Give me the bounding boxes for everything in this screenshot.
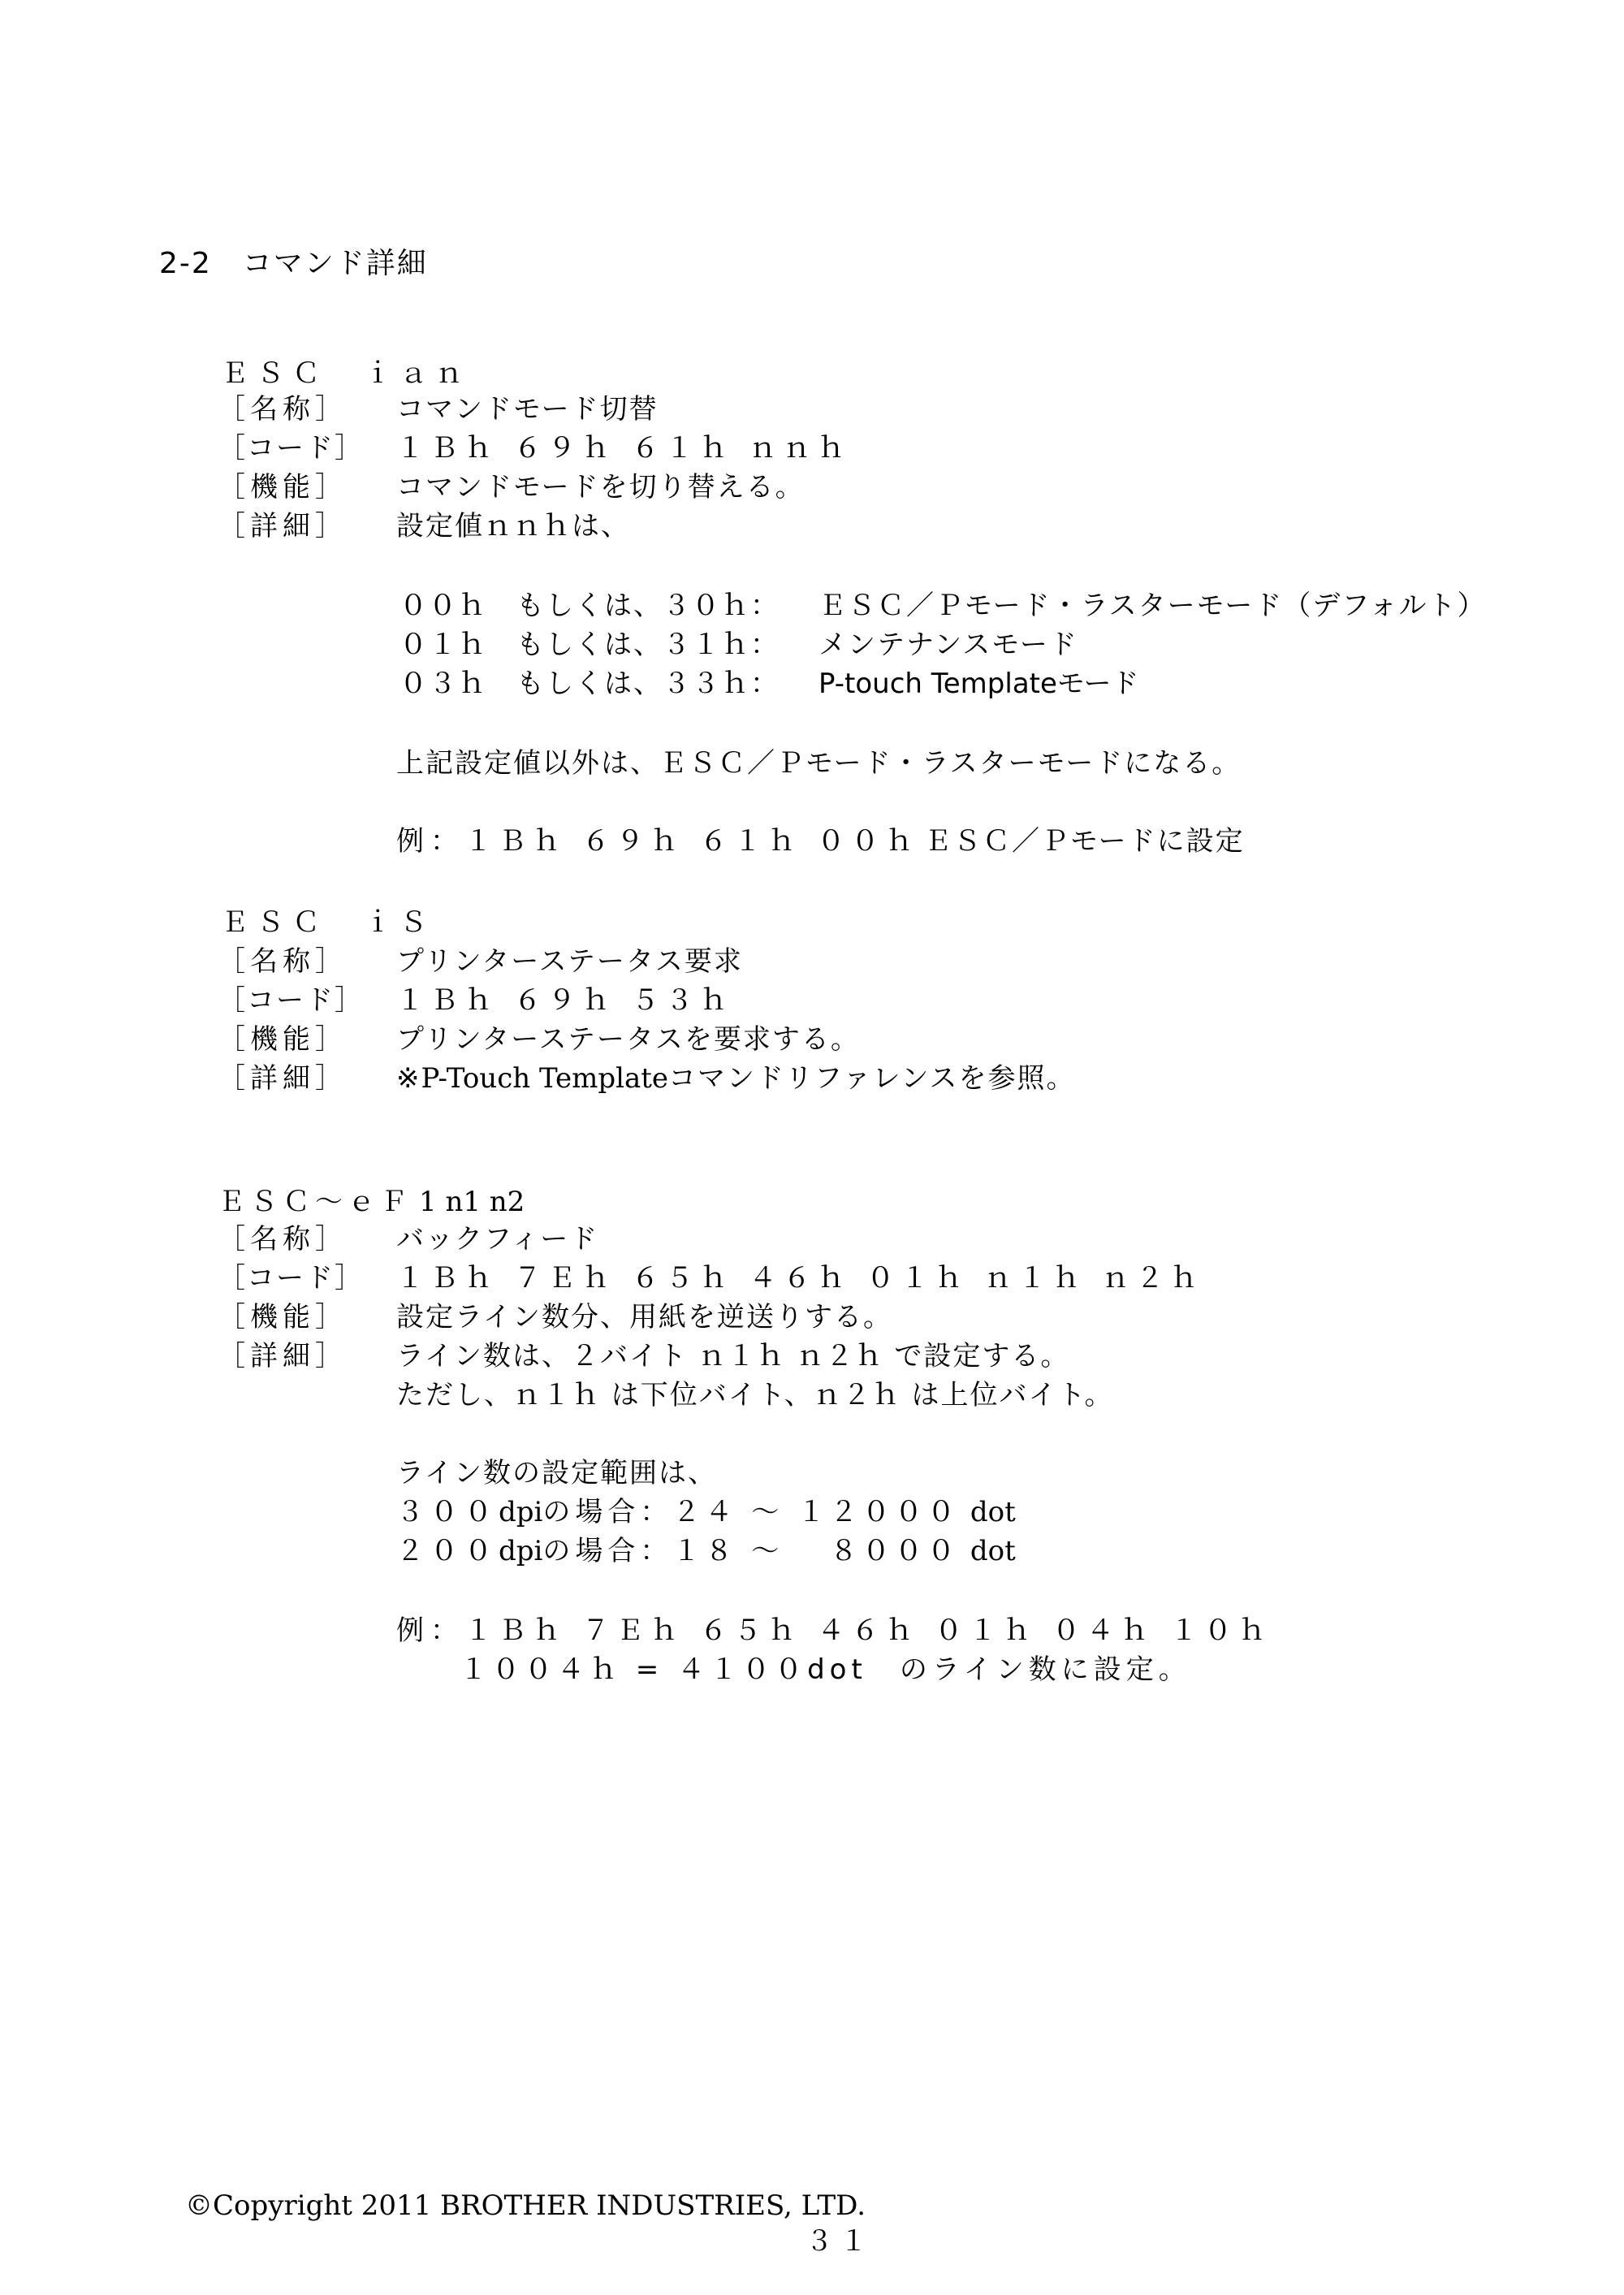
dpi-number: ３００ [396,1496,499,1528]
detail-note: 上記設定値以外は、ＥＳＣ／Ｐモード・ラスターモードになる。 [396,747,1242,780]
detail-rest: コマンドリファレンスを参照。 [668,1062,1076,1095]
example-line: 例：１Ｂｈ ７Ｅｈ ６５ｈ ４６ｈ ０１ｈ ０４ｈ １０ｈ [396,1614,1272,1647]
example-code: 例：１Ｂｈ ６９ｈ ６１ｈ ００ｈ [396,825,920,858]
detail-label: ［詳細］ [218,510,348,542]
dpi-unit: dpi [499,1496,543,1528]
range-text: の場合：１８ ～ ８０００ [542,1535,961,1567]
option-code: ０１ｈ もしくは、３１ｈ： [400,629,780,661]
option-desc: メンテナンスモード [818,629,1078,661]
option-code: ０３ｈ もしくは、３３ｈ： [400,668,780,700]
function-label: ［機能］ [218,1301,348,1333]
command-name: プリンターステータス要求 [396,945,743,978]
detail-line: ライン数は、２バイト ｎ１ｈ ｎ２ｈ で設定する。 [396,1340,1070,1372]
code-label: ［コード］ [218,432,364,465]
option-code: ００ｈ もしくは、３０ｈ： [400,590,780,622]
detail-label: ［詳細］ [218,1340,348,1372]
range-unit: dot [970,1535,1016,1567]
command-name: バックフィード [396,1223,599,1256]
name-label: ［名称］ [218,393,348,426]
range-unit: dot [970,1496,1016,1528]
command-code: １Ｂｈ ７Ｅｈ ６５ｈ ４６ｈ ０１ｈ ｎ１ｈ ｎ２ｈ [396,1262,1204,1294]
command-name: コマンドモード切替 [396,393,659,426]
dpi-unit: dpi [499,1535,543,1567]
example-desc: ＥＳＣ／Ｐモードに設定 [924,825,1245,858]
name-label: ［名称］ [218,1223,348,1256]
option-desc: P-touch Templateモード [818,668,1139,700]
code-label: ［コード］ [218,984,364,1017]
command-title [218,1186,525,1218]
function-label: ［機能］ [218,471,348,504]
command-function: コマンドモードを切り替える。 [396,471,805,504]
range-text: の場合：２４ ～ １２０００ [542,1496,961,1528]
detail-intro: 設定値ｎｎｈは、 [396,510,630,542]
option-desc: ＥＳＣ／Ｐモード・ラスターモード（デフォルト） [818,590,1487,622]
command-title: ＥＳＣ ｉａｎ [221,357,471,390]
command-function: 設定ライン数分、用紙を逆送りする。 [396,1301,892,1333]
example-line: １００４ｈ = ４１００dot のライン数に設定。 [460,1653,1191,1686]
template-name: P-Touch Template [421,1062,669,1095]
detail-label: ［詳細］ [218,1062,348,1095]
section-title: 2-2 コマンド詳細 [159,247,428,280]
page-number: ３１ [806,2225,874,2258]
name-label: ［名称］ [218,945,348,978]
detail-line: ただし、ｎ１ｈ は下位バイト、ｎ２ｈ は上位バイト。 [396,1379,1114,1411]
command-title-main: ＥＳＣ～ｅＦ [218,1186,412,1218]
range-row [396,1535,1016,1567]
detail-text [396,1062,1076,1095]
command-function: プリンターステータスを要求する。 [396,1023,860,1056]
note-mark: ※ [396,1062,421,1095]
command-code: １Ｂｈ ６９ｈ ６１ｈ ｎｎｈ [396,432,852,465]
command-title: ＥＳＣ ｉＳ [221,906,435,939]
dpi-number: ２００ [396,1535,499,1567]
command-code: １Ｂｈ ６９ｈ ５３ｈ [396,984,734,1017]
command-title-params: 1 n1 n2 [419,1186,525,1218]
code-label: ［コード］ [218,1262,364,1294]
range-row [396,1496,1016,1528]
copyright: ©Copyright 2011 BROTHER INDUSTRIES, LTD. [185,2189,866,2222]
function-label: ［機能］ [218,1023,348,1056]
range-title: ライン数の設定範囲は、 [396,1457,717,1489]
